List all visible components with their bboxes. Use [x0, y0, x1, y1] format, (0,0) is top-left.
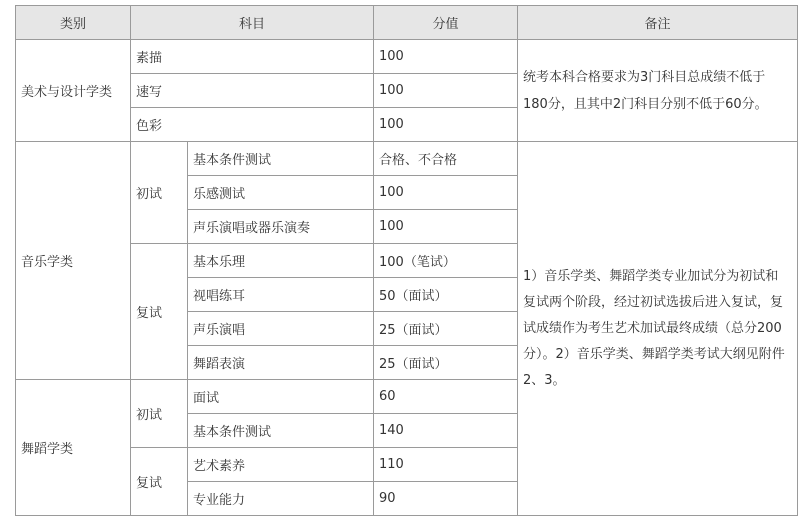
subject-cell: 声乐演唱: [188, 312, 374, 346]
subject-cell: 专业能力: [188, 482, 374, 516]
score-cell: 100（笔试）: [374, 244, 518, 278]
header-score: 分值: [374, 6, 518, 40]
header-note: 备注: [518, 6, 798, 40]
score-cell: 100: [374, 176, 518, 210]
score-cell: 60: [374, 380, 518, 414]
score-cell: 100: [374, 40, 518, 74]
header-category: 类别: [16, 6, 131, 40]
header-subject: 科目: [131, 6, 374, 40]
subject-cell: 舞蹈表演: [188, 346, 374, 380]
stage-cell-music-final: 复试: [131, 244, 188, 380]
subject-cell: 色彩: [131, 108, 374, 142]
category-cell-art: 美术与设计学类: [16, 40, 131, 142]
category-cell-music: 音乐学类: [16, 142, 131, 380]
score-cell: 90: [374, 482, 518, 516]
score-cell: 25（面试）: [374, 346, 518, 380]
table-header-row: [16, 6, 798, 40]
subject-cell: 乐感测试: [188, 176, 374, 210]
subject-cell: 视唱练耳: [188, 278, 374, 312]
score-cell: 100: [374, 74, 518, 108]
table-row: [16, 40, 798, 74]
exam-subject-table: [15, 5, 798, 516]
note-cell-music-dance: 1）音乐学类、舞蹈学类专业加试分为初试和复试两个阶段，经过初试选拔后进入复试，复试成绩作为考生艺术加试最终成绩（总分200分）。2）音乐学类、舞蹈学类考试大纲见附件2、3。: [518, 142, 798, 516]
score-cell: 25（面试）: [374, 312, 518, 346]
subject-cell: 基本乐理: [188, 244, 374, 278]
stage-cell-music-prelim: 初试: [131, 142, 188, 244]
subject-cell: 声乐演唱或器乐演奏: [188, 210, 374, 244]
score-cell: 100: [374, 108, 518, 142]
subject-cell: 艺术素养: [188, 448, 374, 482]
score-cell: 100: [374, 210, 518, 244]
subject-cell: 基本条件测试: [188, 414, 374, 448]
score-cell: 110: [374, 448, 518, 482]
subject-cell: 面试: [188, 380, 374, 414]
stage-cell-dance-prelim: 初试: [131, 380, 188, 448]
subject-cell: 素描: [131, 40, 374, 74]
table-row: [16, 142, 798, 176]
score-cell: 50（面试）: [374, 278, 518, 312]
subject-cell: 基本条件测试: [188, 142, 374, 176]
category-cell-dance: 舞蹈学类: [16, 380, 131, 516]
stage-cell-dance-final: 复试: [131, 448, 188, 516]
subject-cell: 速写: [131, 74, 374, 108]
score-cell: 140: [374, 414, 518, 448]
score-cell: 合格、不合格: [374, 142, 518, 176]
note-cell-art: 统考本科合格要求为3门科目总成绩不低于180分，且其中2门科目分别不低于60分。: [518, 40, 798, 142]
